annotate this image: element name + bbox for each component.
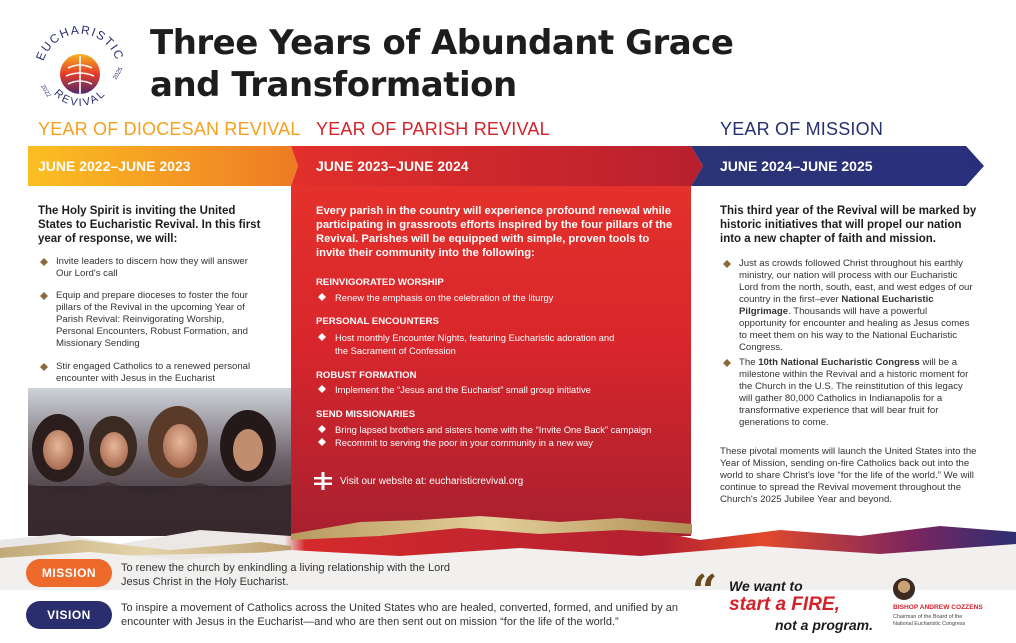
pilgrimage-text-end: . Thousands will have a powerful opportunity for encounter and healing as Jesus comes to meet them on his way to the National Eucharistic Congress. bbox=[739, 306, 970, 353]
quote-line-1: We want to bbox=[729, 578, 803, 594]
diamond-bullet-icon bbox=[318, 385, 326, 393]
diamond-bullet-icon bbox=[40, 292, 48, 300]
eucharistic-revival-logo bbox=[28, 18, 132, 122]
list-item bbox=[335, 436, 665, 449]
logo-arc-top: EUCHARISTIC bbox=[33, 22, 127, 63]
congress-text: The bbox=[739, 357, 759, 368]
year-3-intro: This third year of the Revival will be marked by historic initiatives that will propel our nation into a new chapter of faith and mission. bbox=[720, 205, 977, 245]
year-1-dates: JUNE 2022–JUNE 2023 bbox=[38, 158, 191, 174]
list-item bbox=[335, 423, 665, 436]
mission-text: To renew the church by enkindling a living relationship with the Lord Jesus Christ in the Holy Eucharist. bbox=[121, 562, 450, 588]
diamond-bullet-icon bbox=[318, 425, 326, 433]
missionary-item-text: Recommit to serving the poor in your community in a new way bbox=[335, 437, 593, 448]
list-item bbox=[56, 256, 256, 280]
list-item bbox=[56, 361, 266, 385]
quote-mark-icon: “ bbox=[692, 566, 718, 617]
year-1-intro: The Holy Spirit is inviting the United States to Eucharistic Revival. In this first year of response, we will: bbox=[38, 205, 261, 245]
quote-line-3: not a program. bbox=[775, 617, 874, 633]
year-2-dates: JUNE 2023–JUNE 2024 bbox=[316, 158, 469, 174]
vision-text: To inspire a movement of Catholics across the United States who are healed, converted, formed, and unified by an encounter with Jesus in the Eucharist—and who are then sent out on mission “for the life of the world.” bbox=[121, 602, 679, 628]
diamond-bullet-icon bbox=[318, 333, 326, 341]
year-3-heading: YEAR OF MISSION bbox=[720, 119, 884, 139]
diamond-bullet-icon bbox=[723, 359, 731, 367]
year-1-heading: YEAR OF DIOCESAN REVIVAL bbox=[38, 119, 301, 139]
diamond-bullet-icon bbox=[723, 260, 731, 268]
formation-item-text: Implement the “Jesus and the Eucharist” small group initiative bbox=[335, 384, 591, 395]
list-item bbox=[335, 291, 665, 304]
title-line-2: and Transformation bbox=[150, 65, 517, 105]
worship-item-text: Renew the emphasis on the celebration of the liturgy bbox=[335, 292, 554, 303]
section-personal-encounters: PERSONAL ENCOUNTERS bbox=[316, 316, 439, 327]
quote-line-2: start a FIRE, bbox=[729, 594, 840, 615]
list-item bbox=[335, 331, 625, 357]
missionary-item-text: Bring lapsed brothers and sisters home with the “Invite One Back” campaign bbox=[335, 424, 652, 435]
year-3-closing: These pivotal moments will launch the United States into the Year of Mission, sending on-fire Catholics back out into the world to share Christ's love “for the life of the world.” We will continue to spread the Revival movement throughout the Church's 2025 Jubilee Year and beyond. bbox=[720, 446, 977, 505]
year-1-bullet-text: Invite leaders to discern how they will answer Our Lord's call bbox=[56, 256, 248, 279]
section-send-missionaries: SEND MISSIONARIES bbox=[316, 409, 416, 420]
page-title bbox=[150, 22, 733, 106]
year-1-bullet-text: Equip and prepare dioceses to foster the four pillars of the Revival in the upcoming Year of Parish Revival: Reinvigorating Worship, Personal Encounters, Robust Formation, and Missionary Sending bbox=[56, 290, 248, 349]
diamond-bullet-icon bbox=[40, 258, 48, 266]
quote-author: BISHOP ANDREW COZZENS bbox=[893, 604, 983, 611]
congress-text-end: will be a milestone within the Revival and a historic moment for the Church in the U.S. The reinstitution of this legacy will gather 80,000 Catholics in Indianapolis for a transformative experience that will bear fruit for generations to come. bbox=[739, 357, 969, 428]
list-item bbox=[739, 258, 977, 354]
list-item bbox=[335, 383, 665, 396]
website-link[interactable]: Visit our website at: eucharisticrevival.org bbox=[340, 476, 524, 487]
title-line-1: Three Years of Abundant Grace bbox=[150, 23, 734, 63]
avatar bbox=[893, 578, 915, 600]
quote-author-title: Chairman of the Board of the National Eucharistic Congress bbox=[893, 614, 966, 627]
section-reinvigorated-worship: REINVIGORATED WORSHIP bbox=[316, 277, 444, 288]
list-item bbox=[56, 290, 256, 350]
congress-emphasis: 10th National Eucharistic Congress bbox=[758, 357, 920, 368]
list-item bbox=[739, 357, 977, 429]
year-1-bullet-text: Stir engaged Catholics to a renewed personal encounter with Jesus in the Eucharist bbox=[56, 361, 251, 384]
logo-arc-bottom: REVIVAL bbox=[51, 87, 109, 110]
vision-pill: VISION bbox=[26, 601, 112, 629]
logo-year-left: 2022 bbox=[39, 84, 52, 99]
year-2-heading: YEAR OF PARISH REVIVAL bbox=[316, 119, 550, 139]
encounter-item-text: Host monthly Encounter Nights, featuring Eucharistic adoration and the Sacrament of Confession bbox=[335, 332, 615, 356]
diamond-bullet-icon bbox=[40, 363, 48, 371]
cross-icon bbox=[314, 472, 332, 490]
diamond-bullet-icon bbox=[318, 438, 326, 446]
pilgrimage-text: Just as crowds followed Christ throughout his earthly ministry, our nation will process with our Eucharistic Lord from the north, south, east, and west edges of our country in the first–ever bbox=[739, 258, 973, 305]
pilgrimage-emphasis: National Eucharistic Pilgrimage bbox=[739, 294, 934, 317]
section-robust-formation: ROBUST FORMATION bbox=[316, 370, 417, 381]
year-2-intro: Every parish in the country will experience profound renewal while participating in grassroots efforts inspired by the four pillars of the Revival. Parishes will be equipped with simple, proven tools to invite their community into the following: bbox=[316, 205, 673, 259]
year-3-dates: JUNE 2024–JUNE 2025 bbox=[720, 158, 873, 174]
logo-year-right: 2025 bbox=[112, 66, 125, 81]
mission-pill: MISSION bbox=[26, 559, 112, 587]
diamond-bullet-icon bbox=[318, 293, 326, 301]
